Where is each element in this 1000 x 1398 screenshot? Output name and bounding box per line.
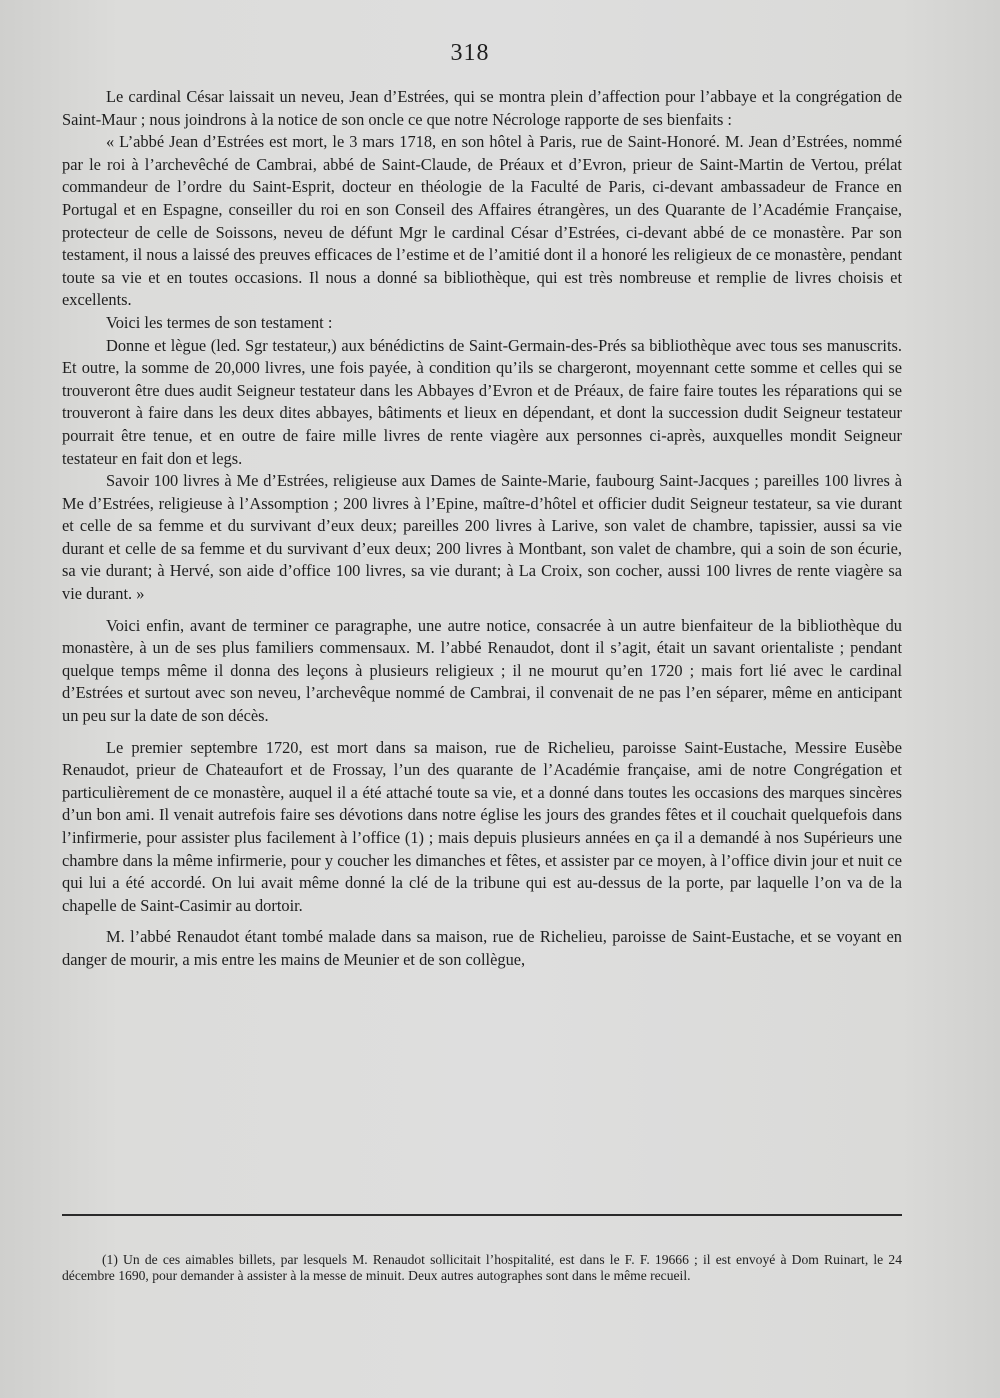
page-number: 318 xyxy=(450,40,490,66)
footnote xyxy=(62,1252,902,1284)
footnote-text: (1) Un de ces aimables billets, par lesquels M. Renaudot sollicitait l’hospitalité, est dans le F. F. 19666 ; il est envoyé à Dom Ruinart, le 24 décembre 1690, pour demander à assister à la messe de minuit. Deux autres autographes sont dans le même recueil. xyxy=(62,1252,902,1283)
paragraph: Savoir 100 livres à Me d’Estrées, religieuse aux Dames de Sainte-Marie, faubourg Saint-Jacques ; pareilles 100 livres à Me d’Estrées, religieuse à l’Assomption ; 200 livres à l’Epine, maître-d’hôtel et officier dudit Seigneur testateur, sa vie durant et celle de sa femme et du survivant d’eux deux; pareilles 200 livres à Larive, son valet de chambre, tapissier, aussi sa vie durant et celle de sa femme et du survivant d’eux deux; 200 livres à Montbant, son valet de chambre, qui a soin de son écurie, sa vie durant; à Hervé, son aide d’office 100 livres, sa vie durant; à La Croix, son cocher, aussi 100 livres de rente viagère sa vie durant. » xyxy=(62,471,902,604)
paragraph: Le cardinal César laissait un neveu, Jean d’Estrées, qui se montra plein d’affection pour l’abbaye et la congrégation de Saint-Maur ; nous joindrons à la notice de son oncle ce que notre Nécrologe rapporte de ses bienfaits : xyxy=(62,87,902,129)
paragraph: M. l’abbé Renaudot étant tombé malade dans sa maison, rue de Richelieu, paroisse de Saint-Eustache, et se voyant en danger de mourir, a mis entre les mains de Meunier et de son collègue, xyxy=(62,927,902,969)
footnote-divider xyxy=(62,1214,902,1216)
paragraph: « L’abbé Jean d’Estrées est mort, le 3 mars 1718, en son hôtel à Paris, rue de Saint-Honoré. M. Jean d’Estrées, nommé par le roi à l’archevêché de Cambrai, abbé de Saint-Claude, de Préaux et d’Evron, prieur de Saint-Martin de Vertou, prélat commandeur de l’ordre du Saint-Esprit, docteur en théologie de la Faculté de Paris, ci-devant ambassadeur de France en Portugal et en Espagne, conseiller du roi en son Conseil des Affaires étrangères, un des Quarante de l’Académie Française, protecteur de celle de Soissons, neveu de défunt Mgr le cardinal César d’Estrées, ci-devant abbé de ce monastère. Par son testament, il nous a laissé des preuves efficaces de l’estime et de l’amitié dont il a honoré les religieux de ce monastère, pendant toute sa vie et en toutes occasions. Il nous a donné sa bibliothèque, qui est très nombreuse et remplie de livres choisis et excellents. xyxy=(62,132,902,310)
paragraph: Voici les termes de son testament : xyxy=(106,312,333,332)
paragraph: Le premier septembre 1720, est mort dans sa maison, rue de Richelieu, paroisse Saint-Eustache, Messire Eusèbe Renaudot, prieur de Chateaufort et de Frossay, l’un des quarante de l’Académie française, ami de notre Congrégation et particulièrement de ce monastère, auquel il a été attaché toute sa vie, et a donné dans toutes les occasions des marques sincères d’un bon ami. Il venait autrefois faire ses dévotions dans notre église les jours des grandes fêtes et il couchait quelquefois dans l’infirmerie, pour assister plus facilement à l’office (1) ; mais depuis plusieurs années en ça il a demandé à nos Supérieurs une chambre dans la même infirmerie, pour y coucher les dimanches et fêtes, et assister par ce moyen, à l’office divin jour et nuit ce qui lui a été accordé. On lui avait même donné la clé de la tribune qui est au-dessus de la porte, par laquelle l’on va de la chapelle de Saint-Casimir au dortoir. xyxy=(62,737,902,915)
paragraph: Donne et lègue (led. Sgr testateur,) aux bénédictins de Saint-Germain-des-Prés sa bibliothèque avec tous ses manuscrits. Et outre, la somme de 20,000 livres, une fois payée, à condition qu’ils se chargeront, moyennant cette somme et celles qui se trouveront être dues audit Seigneur testateur dans les Abbayes d’Evron et de Préaux, de faire faire toutes les réparations qui se trouveront à faire dans les deux dites abbayes, bâtiments et lieux en dépendant, et dont la succession dudit Seigneur testateur pourrait être tenue, et en outre de faire mille livres de rente viagère aux personnes ci-après, auxquelles mondit Seigneur testateur en fait don et legs. xyxy=(62,335,902,468)
paragraph: Voici enfin, avant de terminer ce paragraphe, une autre notice, consacrée à un autre bienfaiteur de la bibliothèque du monastère, à un de ses plus familiers commensaux. M. l’abbé Renaudot, dont il s’agit, était un savant orientaliste ; pendant quelque temps même il donna des leçons à plusieurs religieux ; il ne mourut qu’en 1720 ; mais fort lié avec le cardinal d’Estrées et surtout avec son neveu, l’archevêque nommé de Cambrai, il convenait de ne pas l’en séparer, même en anticipant un peu sur la date de son décès. xyxy=(62,615,902,726)
body-text xyxy=(62,86,902,972)
